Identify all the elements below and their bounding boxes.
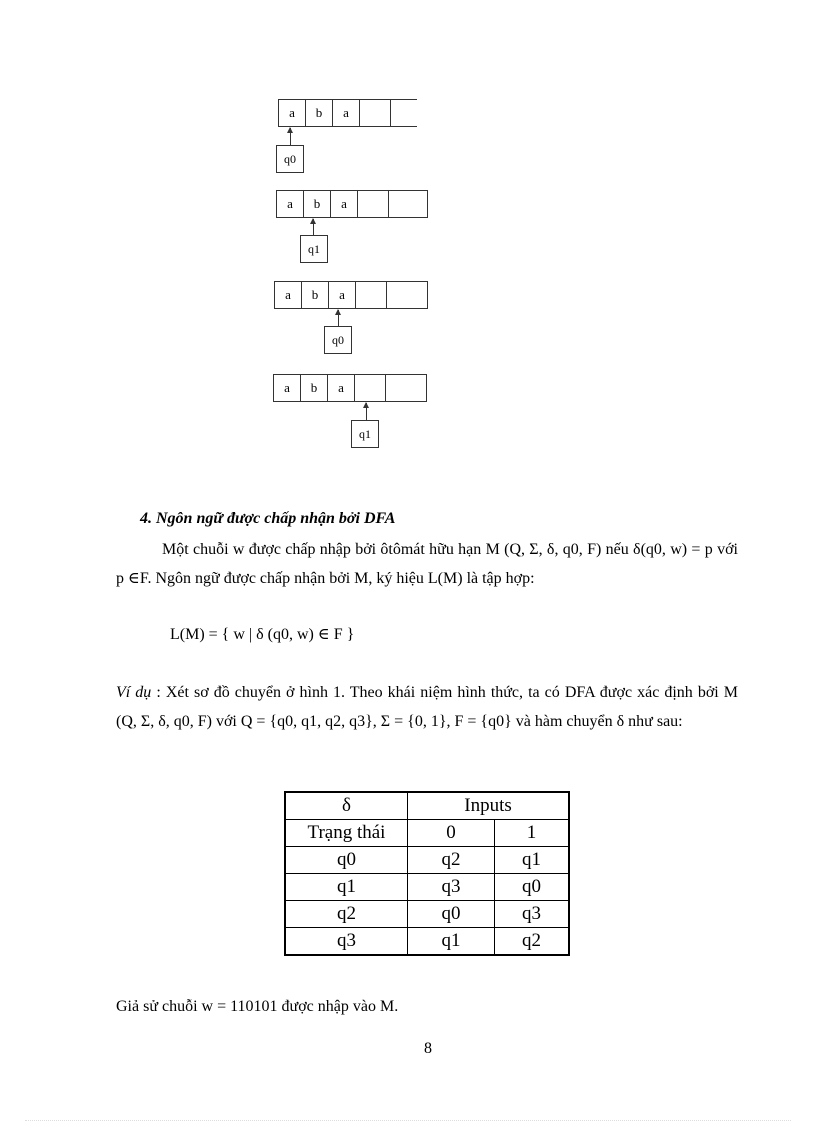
tape-4	[273, 374, 426, 402]
input-1-header: 1	[495, 820, 570, 847]
tape-3	[274, 281, 427, 309]
transition-cell: q2	[495, 928, 570, 956]
tape-cell: a	[330, 190, 358, 218]
tape-cell	[390, 99, 417, 127]
tape-cell	[359, 99, 391, 127]
state-box: q0	[324, 326, 352, 354]
tape-cell: a	[327, 374, 355, 402]
table-header-row	[285, 792, 569, 820]
tape-cell: b	[301, 281, 329, 309]
transition-table	[284, 791, 570, 956]
transition-cell: q3	[495, 901, 570, 928]
inputs-header: Inputs	[408, 792, 570, 820]
state-cell: q2	[285, 901, 408, 928]
state-box: q1	[300, 235, 328, 263]
table-row	[285, 847, 569, 874]
head-arrow	[313, 219, 314, 235]
tape-cell	[386, 281, 428, 309]
transition-cell: q0	[408, 901, 495, 928]
example-paragraph	[116, 678, 738, 736]
transition-cell: q1	[408, 928, 495, 956]
tape-cell: b	[305, 99, 333, 127]
table-row	[285, 928, 569, 956]
tape-cell	[355, 281, 387, 309]
state-cell: q1	[285, 874, 408, 901]
tape-cell: a	[278, 99, 306, 127]
transition-cell: q3	[408, 874, 495, 901]
tape-cell: a	[274, 281, 302, 309]
transition-cell: q2	[408, 847, 495, 874]
transition-cell: q1	[495, 847, 570, 874]
language-formula: L(M) = { w | δ (q0, w) ∈ F }	[170, 626, 355, 643]
closing-sentence: Giả sử chuỗi w = 110101 được nhập vào M.	[116, 998, 399, 1015]
tape-cell: a	[328, 281, 356, 309]
definition-text: Một chuỗi w được chấp nhập bởi ôtômát hữu hạn M (Q, Σ, δ, q0, F) nếu δ(q0, w) = p với p ∈F. Ngôn ngữ được chấp nhận bởi M, ký hiệu L(M) là tập hợp:	[116, 541, 738, 587]
state-box: q1	[351, 420, 379, 448]
definition-paragraph	[116, 535, 738, 593]
tape-cell: a	[273, 374, 301, 402]
page-number: 8	[424, 1040, 432, 1057]
section-title: 4. Ngôn ngữ được chấp nhận bởi DFA	[140, 510, 396, 527]
example-text: : Xét sơ đồ chuyển ở hình 1. Theo khái niệm hình thức, ta có DFA được xác định bởi M (Q, Σ, δ, q0, F) với Q = {q0, q1, q2, q3}, Σ = {0, 1}, F = {q0} và hàm chuyển δ như sau:	[116, 684, 739, 730]
table-subheader-row	[285, 820, 569, 847]
tape-cell: a	[276, 190, 304, 218]
tape-cell: b	[303, 190, 331, 218]
tape-cell: b	[300, 374, 328, 402]
tape-cell	[354, 374, 386, 402]
tape-2	[276, 190, 427, 218]
table-corner: δ	[285, 792, 408, 820]
transition-cell: q0	[495, 874, 570, 901]
state-header: Trạng thái	[285, 820, 408, 847]
state-cell: q0	[285, 847, 408, 874]
head-arrow	[366, 403, 367, 420]
input-0-header: 0	[408, 820, 495, 847]
table-row	[285, 874, 569, 901]
tape-cell: a	[332, 99, 360, 127]
head-arrow	[338, 310, 339, 326]
page-bottom-rule	[25, 1120, 791, 1121]
state-cell: q3	[285, 928, 408, 956]
state-box: q0	[276, 145, 304, 173]
head-arrow	[290, 128, 291, 145]
tape-cell	[385, 374, 427, 402]
table-row	[285, 901, 569, 928]
tape-cell	[388, 190, 428, 218]
example-label: Ví dụ	[116, 684, 152, 701]
tape-cell	[357, 190, 389, 218]
tape-1	[278, 99, 416, 127]
